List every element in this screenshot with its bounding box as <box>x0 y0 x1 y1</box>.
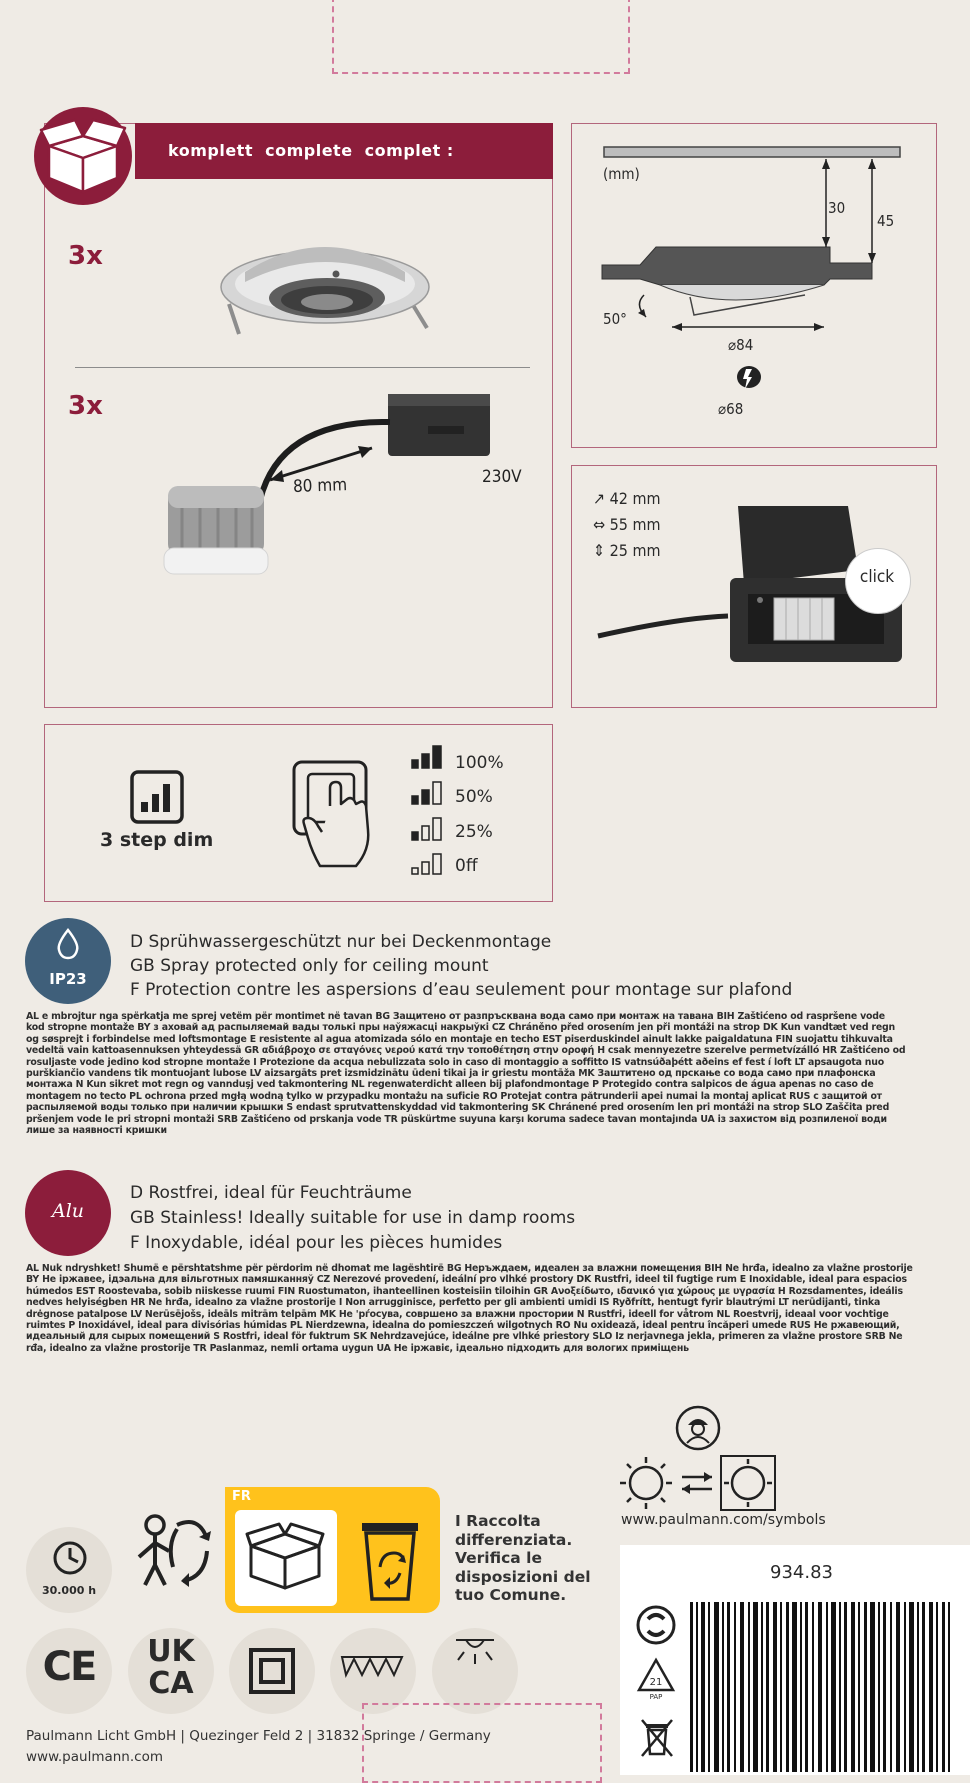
dim-level-25: 25% <box>455 822 493 842</box>
ip-text-d: D Sprühwassergeschützt nur bei Deckenmontage <box>130 932 552 952</box>
top-fold-marker <box>332 0 630 74</box>
alu-text-gb: GB Stainless! Ideally suitable for use in damp rooms <box>130 1208 576 1228</box>
alu-line: BY Не іржавее, ідэальна для вільготных памяшканняў CZ Nerezové provedení, ideální pro vlhké prostory DK Rustfri, ideel til fugtige rum E Inoxidable, ideal para espacios <box>26 1274 907 1286</box>
unit-label: (mm) <box>603 165 640 183</box>
dim-level-50: 50% <box>455 787 493 807</box>
article-number: 934.83 <box>770 1562 833 1583</box>
luminaire-illustration <box>215 232 455 342</box>
ip-line: rosuljaste vode jedino kod stropne montaže I Protezione da acqua nebulizzata solo in caso di montaggio a soffitto IS vatnsúðaþétt aðeins ef fest í loft LT apsaugota nuo <box>26 1056 884 1068</box>
box-dimension-width: ⇔ 55 mm <box>593 515 661 534</box>
swap-arrows-icon <box>678 1470 716 1496</box>
wall-switch-icon <box>290 760 380 870</box>
fr-line: tuo Comune. <box>455 1586 567 1604</box>
dim-level-100: 100% <box>455 753 504 773</box>
alu-line: drėgnose patalpose LV Nerūsējošs, ideāls mitrām telpām MK Не 'рѓосува, совршено за влажни простории N Rustfri, ideell for våtrom NL Roestvrij, ideaal voor vochtige <box>26 1308 889 1320</box>
weee-bin-icon <box>640 1718 674 1758</box>
contents-banner-text: komplett complete complet : <box>168 141 454 160</box>
clock-icon <box>52 1540 88 1576</box>
package-icon <box>245 1522 325 1594</box>
protection-class-2-icon <box>249 1648 295 1694</box>
ip-line: распыляемой воды только при наличии крышки S endast sprutvattenskyddad vid takmontering SK Chránené pred orosením len pri montáži na strop SLO Zaščita pred <box>26 1102 890 1114</box>
cable-length-label: 80 mm <box>292 475 348 497</box>
pap-material: PAP <box>649 1693 663 1701</box>
pap-code: 21 <box>649 1677 663 1688</box>
fr-line: differenziata. <box>455 1530 573 1549</box>
alu-line: ruimtes P Inoxidável, ideal para divisórias húmidas PL Nierdzewna, idealna do pomieszczeń wilgotnych RO Nu oxidează, ideal pentru încăperi umede RUS Не ржавеющий, <box>26 1320 900 1332</box>
ip-line: purškiančio vandens tik montuojant lubose LV aizsargāts pret izsmidzinātu ūdeni tikai ja ir griestu montāža MK Заштитено од прскање со вода само при плафонска <box>26 1068 876 1080</box>
triman-icon <box>125 1505 215 1590</box>
cutout-label: ⌀68 <box>718 400 744 418</box>
fr-recycling-text <box>455 1512 591 1605</box>
voltage-label: 230V <box>482 467 522 487</box>
ip-text-f: F Protection contre les aspersions d’eau seulement pour montage sur plafond <box>130 980 793 1000</box>
qty-module: 3x <box>68 391 103 421</box>
alu-label: Alu <box>51 1200 85 1222</box>
alu-text-f: F Inoxydable, idéal pour les pièces humides <box>130 1233 503 1253</box>
row-divider <box>75 367 530 368</box>
qty-luminaire: 3x <box>68 241 103 271</box>
ip-line: AL e mbrojtur nga spërkatja me sprej vetëm për montimet në tavan BG Защитено от разпръсквана вода само при монтаж на тавана BIH Zaštićeno od raspršene vode <box>26 1011 885 1022</box>
ukca-mark-top: UK <box>147 1634 195 1669</box>
dim-levels-icons <box>410 744 446 874</box>
barcode <box>690 1602 952 1772</box>
alu-line: rđa, idealno za vlažne prostorije TR Paslanmaz, nemli ortama uygun UA Не іржавіє, ідеально підходить для вологих приміщень <box>26 1342 689 1354</box>
alu-line: идеальный для сырых помещений S Rostfri, ideal för fuktrum SK Nehrdzavejúce, ideálne pre vlhké priestory SLO Iz nerjavnega jekla, primeren za vlažne prostore SRB Ne <box>26 1331 903 1343</box>
company-website: www.paulmann.com <box>26 1749 163 1765</box>
ip-line: лише за наявності кришки <box>26 1125 167 1137</box>
downlight-icon <box>452 1636 498 1666</box>
cutout-icon <box>736 365 762 393</box>
click-label: click <box>859 567 895 587</box>
step-dim-icon <box>130 770 184 824</box>
recycle-bin-icon <box>358 1515 422 1601</box>
ip-line: kod stropne montaže BY з аховай ад распыляемай вады толькі пры наўяжасці накрыўкі CZ Chráněno před orosením jen při montáži na strop DK Kun vandtæt ved regn <box>26 1022 895 1034</box>
mm-mark-icon <box>340 1655 406 1677</box>
alu-line: nedves helyiségben HR Ne hrđa, idealno za vlažne prostorije I Non arrugginisce, perfetto per gli ambienti umidi IS Ryðfrítt, hentugt fyrir blautrými LT nerūdijanti, tinka <box>26 1297 881 1309</box>
fr-line: I Raccolta <box>455 1512 541 1530</box>
fr-country-label: FR <box>232 1489 251 1504</box>
ip-text-gb: GB Spray protected only for ceiling mount <box>130 956 489 976</box>
ip-line: монтажа N Kun sikret mot regn og vannduşj ved takmontering NL regenwaterdicht alleen bij plafondmontage P Protegido contra salpicos de água apenas no caso de <box>26 1079 874 1091</box>
fr-line: Verifica le <box>455 1549 542 1567</box>
dim-level-off: 0ff <box>455 856 478 876</box>
ip-line: montagem no tecto PL ochrona przed mgłą wodną tylko w przypadku montażu na suficie RO Protejat contra pătrunderii apei numai la montaj aplicat RUS с защитой от <box>26 1090 882 1102</box>
alu-text-d: D Rostfrei, ideal für Feuchträume <box>130 1183 412 1203</box>
service-technician-icon <box>675 1405 721 1451</box>
alu-line: AL Nuk ndryshket! Shumë e përshtatshme për përdorim në dhomat me lagështirë BG Неръждаем, идеален за влажни помещения BIH Ne hrđa, idealno za vlažne prostorije <box>26 1263 913 1274</box>
alu-multilingual-text <box>26 1263 938 1354</box>
fr-line: disposizioni del <box>455 1567 591 1586</box>
alu-line: húmedos EST Roostevaba, sobib niiskesse ruumi FIN Ruostumaton, ihanteellinen kosteisiin tiloihin GR Ανοξείδωτο, ιδανικό για χώρους με υγρασία H Rozsdamentes, ideális <box>26 1285 903 1297</box>
ip-line: og søsprejt i forbindelse med loftsmontage E resistente al agua atomizada sólo en montaje en techo EST piserduskindel ainult lakke paigaldatuna FIN suojattu tihkuvalta <box>26 1033 893 1045</box>
box-icon <box>31 106 143 206</box>
green-dot-icon <box>636 1605 676 1645</box>
water-drop-icon <box>55 928 81 960</box>
symbols-url: www.paulmann.com/symbols <box>621 1512 826 1528</box>
tilt-label: 50° <box>603 310 627 328</box>
ip23-label: IP23 <box>49 970 87 988</box>
ce-mark: CE <box>42 1644 96 1690</box>
ukca-mark-bottom: CA <box>148 1666 194 1701</box>
ip-line: pršenjem vode le pri stropni montaži SRB Zaštićeno od prskanja vode TR püskürtme suyuna karşı koruma sadece tavan montajında UA із захистом від розпиленої води <box>26 1113 887 1125</box>
box-dimension-depth: ↗ 42 mm <box>593 489 661 508</box>
ip-multilingual-text <box>26 1011 938 1136</box>
light-source-icon-a <box>618 1455 674 1511</box>
lifetime-label: 30.000 h <box>41 1584 97 1597</box>
ip-line: vedeltä vain kattoasennuksen yhteydessä GR αδιάβροχο σε σταγόνες νερού κατά την τοποθέτηση στην οροφή H csak mennyezetre szerelve permetvízálló HR Zaštićeno od <box>26 1045 906 1057</box>
light-source-icon-b <box>720 1455 776 1511</box>
height-30-label: 30 <box>828 199 846 217</box>
height-45-label: 45 <box>877 212 895 230</box>
company-address: Paulmann Licht GmbH | Quezinger Feld 2 | 31832 Springe / Germany <box>26 1728 491 1744</box>
diameter-label: ⌀84 <box>728 336 754 354</box>
step-dim-label: 3 step dim <box>100 829 214 851</box>
dimension-drawing <box>600 145 910 345</box>
box-dimension-height: ⇕ 25 mm <box>593 541 661 560</box>
